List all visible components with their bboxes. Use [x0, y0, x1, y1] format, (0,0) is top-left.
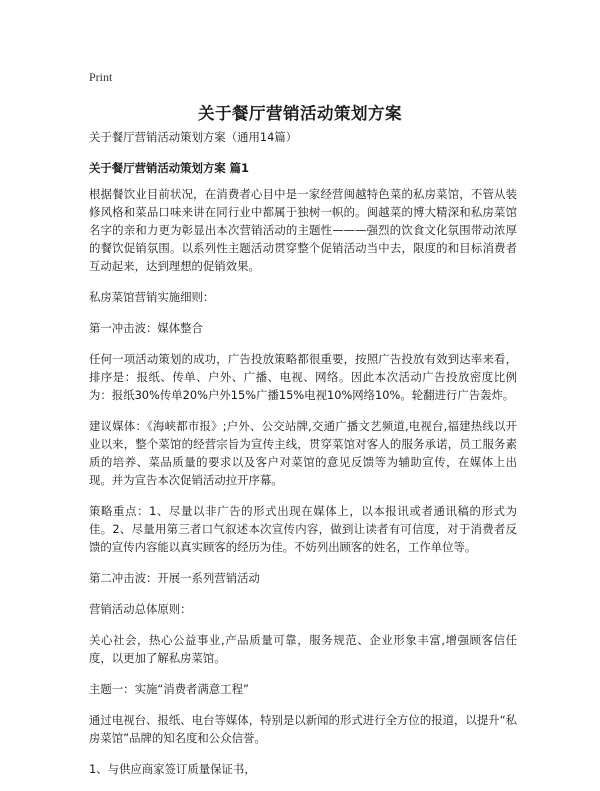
- paragraph-media-strategy: 任何一项活动策划的成功，广告投放策略都很重要，按照广告投放有效到达率来看，排序是：报纸、传单、户外、广播、电视、网络。因此本次活动广告投放密度比例为：报纸30%传单20%户外15%广播15%电视10%网络10%。轮翻进行广告轰炸。: [89, 352, 517, 402]
- paragraph-strategy-focus: 策略重点：1、尽量以非广告的形式出现在媒体上，以本报讯或者通讯稿的形式为佳。2、尽量用第三者口气叙述本次宣传内容，做到让读者有可信度，对于消费者反馈的宣传内容能以真实顾客的经历为佳。不妨列出顾客的姓名，工作单位等。: [89, 504, 517, 554]
- paragraph-intro: 根据餐饮业目前状况，在消费者心目中是一家经营闽越特色菜的私房菜馆，不管从装修风格和菜品口味来讲在同行业中都属于独树一帜的。闽越菜的博大精深和私房菜馆名字的亲和力更为彰显出本次营销活动的主题性———强烈的饮食文化氛围带动浓厚的餐饮促销氛围。以系列性主题活动贯穿整个促销活动当中去，限度的和目标消费者互动起来，达到理想的促销效果。: [89, 187, 517, 273]
- paragraph-media-coverage: 通过电视台、报纸、电台等媒体，特别是以新闻的形式进行全方位的报道，以提升“私房菜馆”品牌的知名度和公众信誉。: [89, 713, 517, 745]
- document-body: [89, 128, 517, 791]
- paragraph-social-care: 关心社会，热心公益事业,产品质量可靠，服务规范、企业形象丰富,增强顾客信任度，以更加了解私房菜馆。: [89, 633, 517, 665]
- paragraph-theme-one: 主题一：实施“消费者满意工程”: [89, 682, 249, 696]
- paragraph-principles: 营销活动总体原则：: [89, 602, 192, 616]
- paragraph-media-suggestion: 建议媒体：《海峡都市报》;户外、公交站牌,交通广播文艺频道,电视台,福建热线以开业以来，整个菜馆的经营宗旨为宣传主线，贯穿菜馆对客人的服务承诺，员工服务素质的培养、菜品质量的要求以及客户对菜馆的意见反馈等为辅助宣传，在媒体上出现。并为宣告本次促销活动拉开序幕。: [89, 419, 517, 487]
- section-heading: 关于餐厅营销活动策划方案 篇1: [89, 161, 249, 175]
- paragraph-supplier: 1、与供应商家签订质量保证书，: [89, 762, 256, 776]
- paragraph-wave-one: 第一冲击波：媒体整合: [89, 321, 203, 335]
- document-subtitle: 关于餐厅营销活动策划方案（通用14篇）: [89, 130, 298, 144]
- page-title: 关于餐厅营销活动策划方案: [198, 104, 402, 123]
- print-link[interactable]: Print: [89, 70, 113, 84]
- paragraph-wave-two: 第二冲击波：开展一系列营销活动: [89, 571, 260, 585]
- paragraph-rules-heading: 私房菜馆营销实施细则：: [89, 290, 215, 304]
